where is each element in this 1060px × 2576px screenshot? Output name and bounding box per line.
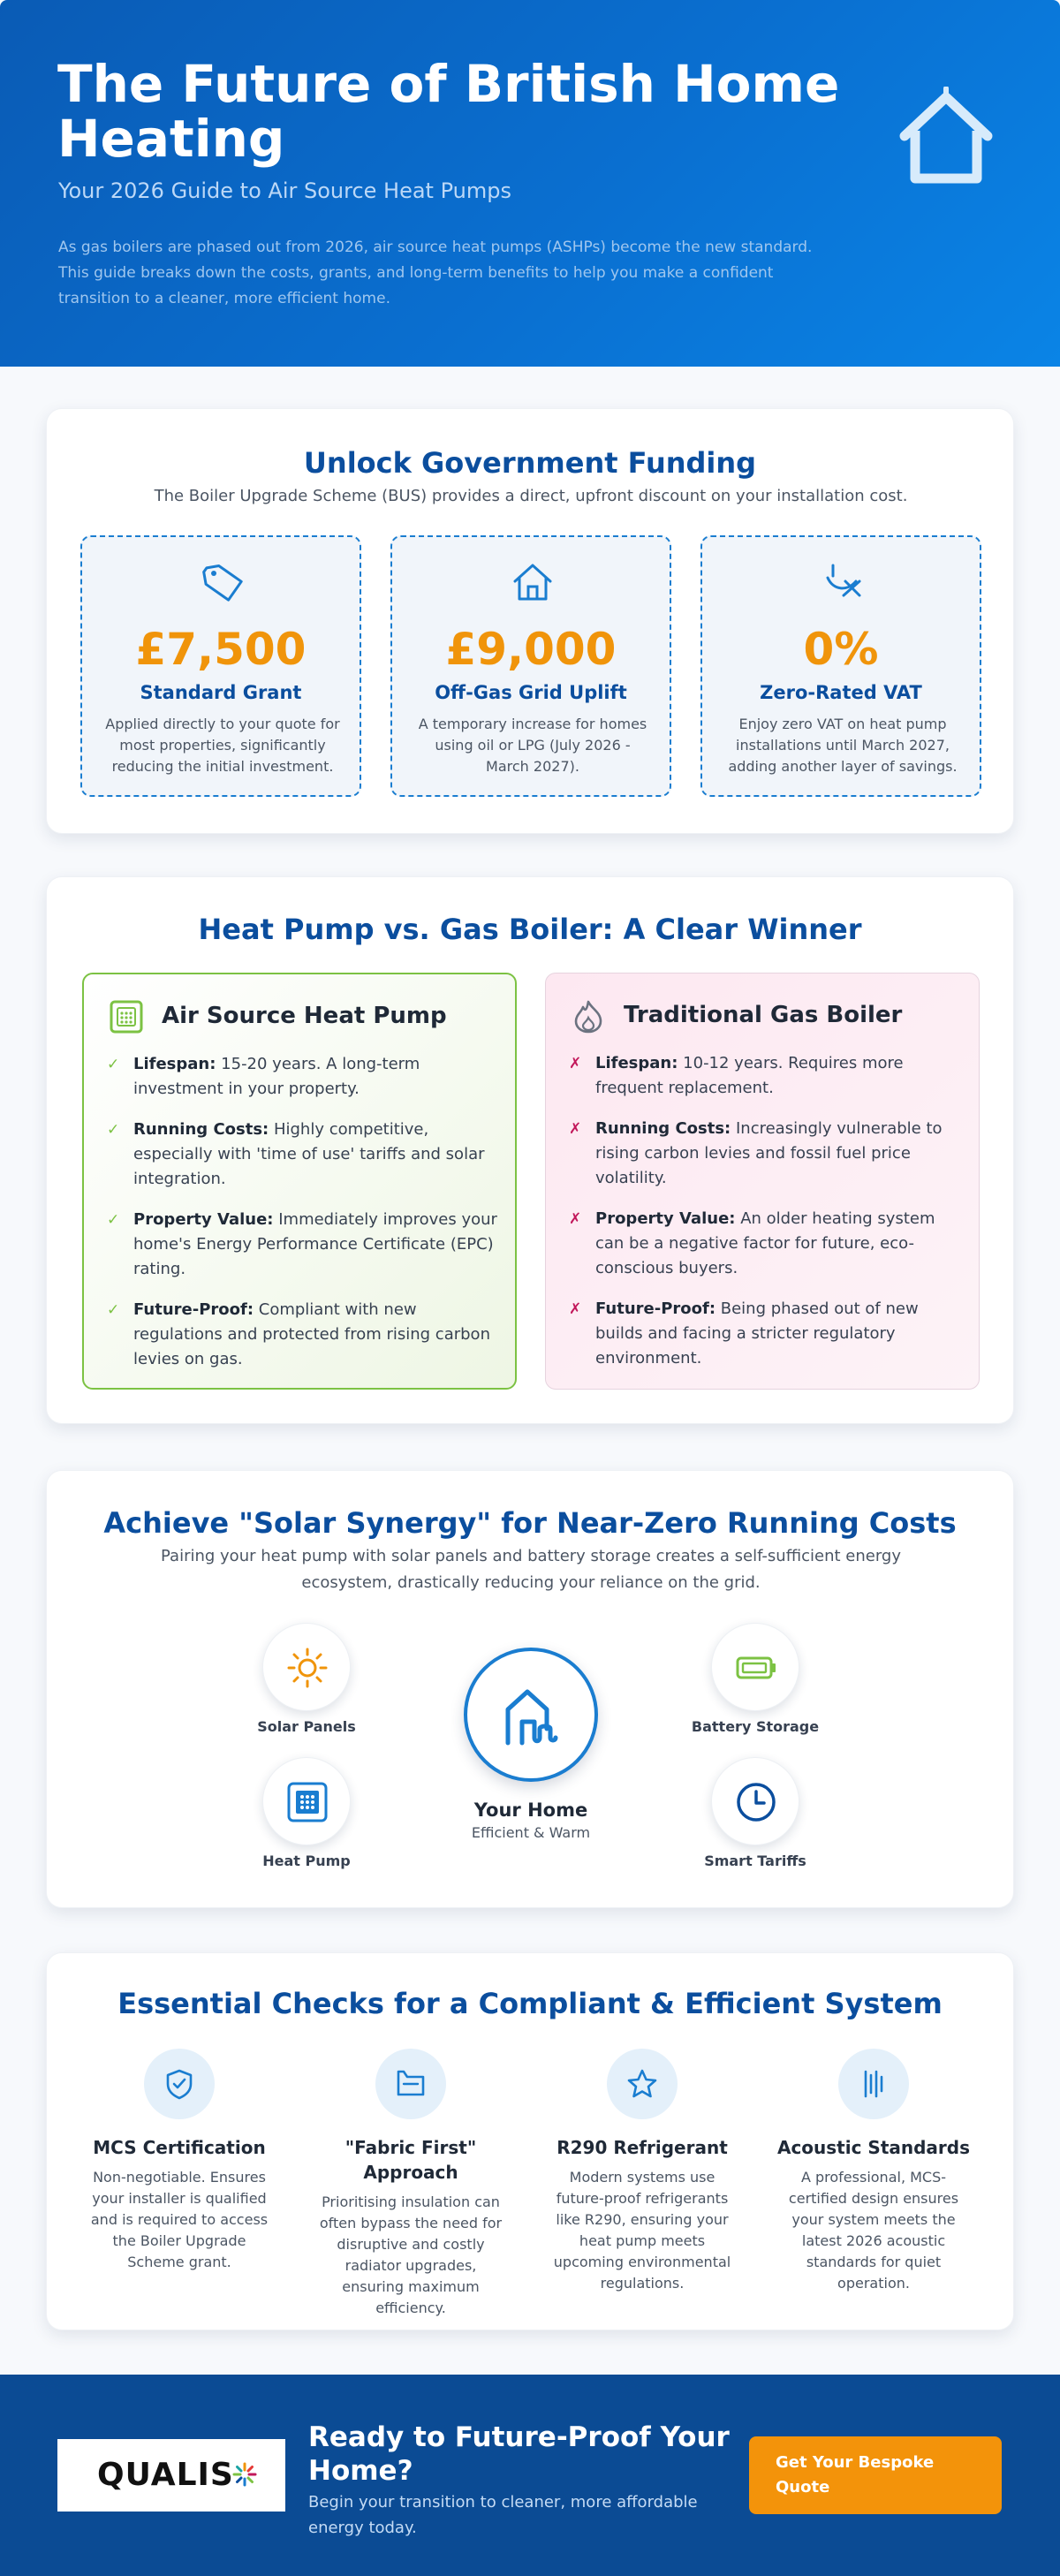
brand-logo — [57, 2439, 285, 2512]
logo-burst-icon — [231, 2460, 259, 2489]
grant-card — [700, 535, 981, 797]
cross-icon: ✗ — [569, 1120, 582, 1138]
solar-label: Solar Panels — [257, 1718, 356, 1735]
grant-title: Standard Grant — [140, 682, 302, 703]
house-icon — [892, 87, 1000, 186]
layers-icon — [395, 2068, 427, 2100]
check-title: "Fabric First" Approach — [344, 2137, 477, 2183]
battery-icon — [734, 1646, 778, 1690]
check-icon: ✓ — [107, 1301, 120, 1319]
sound-bars-icon — [858, 2068, 890, 2100]
check-icon: ✓ — [107, 1056, 120, 1073]
list-item: ✓ Running Costs: Highly competitive, especially with 'time of use' tariffs and solar integration. — [107, 1118, 501, 1192]
comparison-section — [46, 876, 1014, 1424]
page-title: The Future of British Home Heating — [57, 54, 840, 169]
grant-description: Applied directly to your quote for most properties, significantly reducing the initial investment. — [105, 716, 340, 775]
list-item: ✓ Future-Proof: Compliant with new regulations and protected from rising carbon levies on gas. — [107, 1298, 501, 1372]
solar-section — [46, 1470, 1014, 1908]
heat-pump-node — [262, 1757, 351, 1845]
home-hub — [464, 1648, 598, 1782]
solar-title: Achieve "Solar Synergy" for Near-Zero Running Costs — [103, 1506, 957, 1540]
battery-label: Battery Storage — [691, 1718, 820, 1735]
tariffs-node — [711, 1757, 799, 1845]
checks-title: Essential Checks for a Compliant & Efficient System — [117, 1987, 943, 2020]
get-quote-button[interactable]: Get Your Bespoke Quote — [749, 2436, 1002, 2514]
cross-icon: ✗ — [569, 1300, 582, 1318]
heat-pump-panel — [82, 973, 517, 1390]
tariffs-label: Smart Tariffs — [704, 1852, 806, 1869]
list-item: ✓ Lifespan: 15-20 years. A long-term investment in your property. — [107, 1052, 501, 1102]
solar-description: Pairing your heat pump with solar panels and battery storage creates a self-sufficient energy ecosystem, drastically reducing your reliance on the grid. — [161, 1547, 901, 1592]
comparison-title: Heat Pump vs. Gas Boiler: A Clear Winner — [198, 913, 862, 946]
gas-boiler-list — [569, 1051, 963, 1387]
sun-icon — [285, 1646, 329, 1690]
grant-title: Zero-Rated VAT — [760, 682, 922, 703]
star-icon — [626, 2068, 658, 2100]
cross-icon: ✗ — [569, 1210, 582, 1228]
footer-cta-banner — [0, 2375, 1060, 2576]
shield-check-icon — [163, 2068, 195, 2100]
check-title: MCS Certification — [93, 2137, 266, 2158]
gas-boiler-title: Traditional Gas Boiler — [624, 1002, 903, 1028]
home-title: Your Home — [473, 1799, 588, 1821]
footer-subtitle: Begin your transition to cleaner, more affordable energy today. — [308, 2493, 698, 2537]
flame-icon — [571, 998, 606, 1034]
list-item: ✓ Property Value: Immediately improves your home's Energy Performance Certificate (EPC) rating. — [107, 1208, 501, 1282]
hero-banner — [0, 0, 1060, 367]
check-icon: ✓ — [107, 1121, 120, 1139]
funding-title: Unlock Government Funding — [303, 446, 757, 480]
list-item: ✗ Running Costs: Increasingly vulnerable to rising carbon levies and fossil fuel price volatility. — [569, 1117, 963, 1191]
heat-pump-label: Heat Pump — [262, 1852, 351, 1869]
footer-title: Ready to Future-Proof Your Home? — [308, 2421, 730, 2487]
funding-description: The Boiler Upgrade Scheme (BUS) provides a direct, upfront discount on your installation cost. — [154, 487, 908, 505]
check-description: A professional, MCS-certified design ensures your system meets the latest 2026 acoustic standards for quiet operation. — [788, 2169, 959, 2292]
grant-description: A temporary increase for homes using oil or LPG (July 2026 - March 2027). — [418, 716, 647, 775]
check-title: R290 Refrigerant — [556, 2137, 728, 2158]
percent-icon — [821, 560, 865, 604]
home-heating-icon — [501, 1683, 561, 1746]
check-icon: ✓ — [107, 1211, 120, 1229]
list-item: ✗ Future-Proof: Being phased out of new builds and facing a stricter regulatory environment. — [569, 1297, 963, 1371]
check-description: Prioritising insulation can often bypass the need for disruptive and costly radiator upgrades, ensuring maximum efficiency. — [319, 2193, 503, 2316]
heat-pump-icon — [285, 1780, 329, 1824]
check-description: Modern systems use future-proof refrigerants like R290, ensuring your heat pump meets upcoming environmental regulations. — [553, 2169, 731, 2292]
home-subtitle: Efficient & Warm — [471, 1824, 591, 1841]
tag-icon — [201, 560, 245, 604]
gas-boiler-panel — [545, 973, 980, 1390]
battery-node — [711, 1623, 799, 1711]
brand-name: QUALIS — [97, 2457, 234, 2493]
funding-section — [46, 408, 1014, 834]
clock-icon — [734, 1780, 778, 1824]
list-item: ✗ Property Value: An older heating system can be a negative factor for future, eco-conscious buyers. — [569, 1207, 963, 1281]
hero-intro: As gas boilers are phased out from 2026, air source heat pumps (ASHPs) become the new standard. This guide breaks down the costs, grants, and long-term benefits to help you make a confident transition to a cleaner, more efficient home. — [58, 239, 813, 307]
grant-amount: 0% — [803, 624, 879, 675]
checks-section — [46, 1952, 1014, 2330]
heat-pump-title: Air Source Heat Pump — [162, 1003, 447, 1029]
check-title: Acoustic Standards — [776, 2137, 971, 2158]
check-description: Non-negotiable. Ensures your installer is qualified and is required to access the Boiler Upgrade Scheme grant. — [90, 2169, 269, 2270]
grant-amount: £9,000 — [445, 624, 617, 675]
grant-description: Enjoy zero VAT on heat pump installations until March 2027, adding another layer of savings. — [728, 716, 958, 775]
page-subtitle: Your 2026 Guide to Air Source Heat Pumps — [58, 178, 511, 203]
grant-card — [390, 535, 671, 797]
grant-amount: £7,500 — [135, 624, 307, 675]
heat-pump-icon — [109, 999, 144, 1034]
cross-icon: ✗ — [569, 1055, 582, 1072]
grant-title: Off-Gas Grid Uplift — [435, 682, 627, 703]
house-icon — [511, 560, 555, 604]
list-item: ✗ Lifespan: 10-12 years. Requires more frequent replacement. — [569, 1051, 963, 1101]
solar-node — [262, 1623, 351, 1711]
grant-card — [80, 535, 361, 797]
heat-pump-list — [107, 1052, 501, 1388]
